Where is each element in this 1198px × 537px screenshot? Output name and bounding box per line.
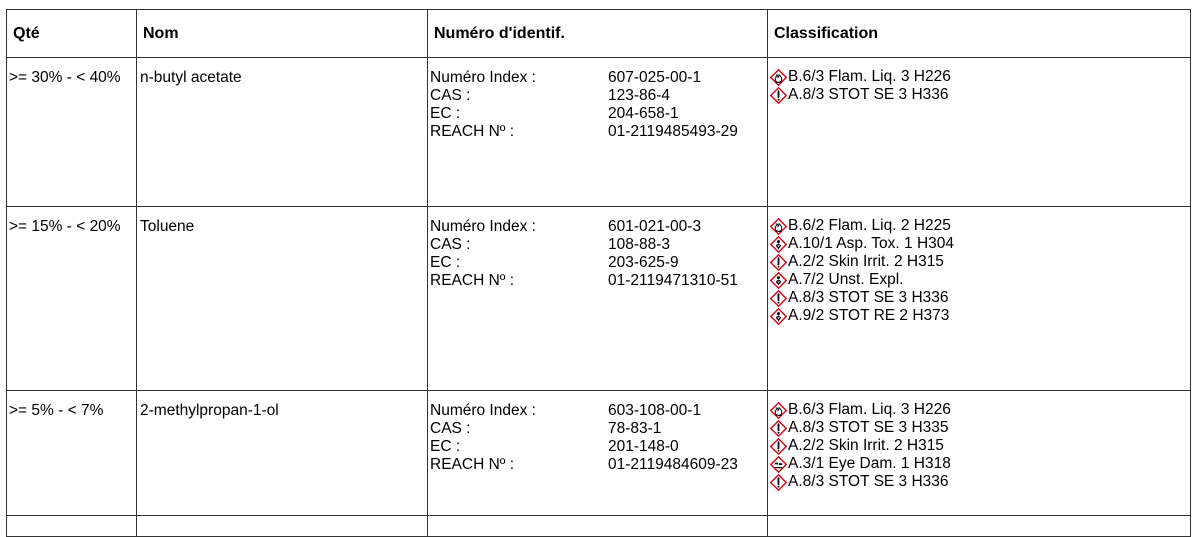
flame-icon [770, 218, 787, 235]
qty-cell: >= 15% - < 20% [7, 207, 137, 391]
classification-cell [768, 391, 1191, 516]
hazard-text: A.2/2 Skin Irrit. 2 H315 [788, 437, 944, 454]
hazard-line [770, 289, 1190, 307]
health-hazard-icon [770, 272, 787, 289]
hazard-line [770, 235, 1190, 253]
cas-value: 123-86-4 [608, 87, 671, 104]
corrosion-icon [770, 456, 787, 473]
index-label: Numéro Index : [430, 218, 536, 235]
hazard-line [770, 307, 1190, 325]
name-cell: n-butyl acetate [137, 58, 428, 207]
hazard-line [770, 68, 1190, 86]
hazard-text: B.6/2 Flam. Liq. 2 H225 [788, 217, 951, 234]
hazard-line [770, 217, 1190, 235]
hazard-line [770, 401, 1190, 419]
reach-label: REACH Nº : [430, 272, 515, 289]
health-hazard-icon [770, 308, 787, 325]
hazard-line [770, 455, 1190, 473]
name-cell: 2-methylpropan-1-ol [137, 391, 428, 516]
qty-cell: >= 5% - < 7% [7, 391, 137, 516]
hazard-line [770, 253, 1190, 271]
table-row [7, 207, 1191, 391]
ec-value: 201-148-0 [608, 438, 679, 455]
hazard-text: A.8/3 STOT SE 3 H335 [788, 419, 949, 436]
index-label: Numéro Index : [430, 402, 536, 419]
flame-icon [770, 402, 787, 419]
ident-cell [428, 58, 768, 207]
ident-cell [428, 391, 768, 516]
hazard-text: A.10/1 Asp. Tox. 1 H304 [788, 235, 955, 252]
header-ident: Numéro d'identif. [428, 10, 768, 58]
classification-cell [768, 58, 1191, 207]
hazard-text: A.8/3 STOT SE 3 H336 [788, 473, 949, 490]
cas-value: 108-88-3 [608, 236, 671, 253]
ec-label: EC : [430, 105, 461, 122]
hazard-line [770, 473, 1190, 491]
cas-label: CAS : [430, 87, 471, 104]
reach-value: 01-2119485493-29 [608, 123, 738, 140]
index-value: 603-108-00-1 [608, 402, 702, 419]
header-row [7, 10, 1191, 58]
header-classification: Classification [768, 10, 1191, 58]
hazard-line [770, 271, 1190, 289]
ident-cell [428, 207, 768, 391]
index-label: Numéro Index : [430, 69, 536, 86]
composition-table [6, 9, 1191, 537]
reach-value: 01-2119484609-23 [608, 456, 738, 473]
hazard-text: B.6/3 Flam. Liq. 3 H226 [788, 401, 951, 418]
hazard-text: A.7/2 Unst. Expl. [788, 271, 904, 288]
hazard-line [770, 437, 1190, 455]
table-row [7, 391, 1191, 516]
table-row [7, 58, 1191, 207]
ec-label: EC : [430, 254, 461, 271]
header-qty: Qté [7, 10, 137, 58]
exclamation-icon [770, 420, 787, 437]
cas-label: CAS : [430, 236, 471, 253]
hazard-text: B.6/3 Flam. Liq. 3 H226 [788, 68, 951, 85]
hazard-line [770, 419, 1190, 437]
exclamation-icon [770, 87, 787, 104]
ec-value: 204-658-1 [608, 105, 679, 122]
exclamation-icon [770, 254, 787, 271]
header-nom: Nom [137, 10, 428, 58]
classification-cell [768, 207, 1191, 391]
health-hazard-icon [770, 236, 787, 253]
hazard-text: A.9/2 STOT RE 2 H373 [788, 307, 950, 324]
flame-icon [770, 69, 787, 86]
exclamation-icon [770, 290, 787, 307]
reach-label: REACH Nº : [430, 456, 515, 473]
hazard-text: A.8/3 STOT SE 3 H336 [788, 289, 949, 306]
hazard-line [770, 86, 1190, 104]
index-value: 607-025-00-1 [608, 69, 702, 86]
ec-label: EC : [430, 438, 461, 455]
hazard-text: A.2/2 Skin Irrit. 2 H315 [788, 253, 944, 270]
exclamation-icon [770, 438, 787, 455]
cas-label: CAS : [430, 420, 471, 437]
qty-cell: >= 30% - < 40% [7, 58, 137, 207]
reach-value: 01-2119471310-51 [608, 272, 738, 289]
hazard-text: A.8/3 STOT SE 3 H336 [788, 86, 949, 103]
reach-label: REACH Nº : [430, 123, 515, 140]
hazard-text: A.3/1 Eye Dam. 1 H318 [788, 455, 951, 472]
exclamation-icon [770, 474, 787, 491]
cas-value: 78-83-1 [608, 420, 662, 437]
name-cell: Toluene [137, 207, 428, 391]
index-value: 601-021-00-3 [608, 218, 702, 235]
ec-value: 203-625-9 [608, 254, 679, 271]
